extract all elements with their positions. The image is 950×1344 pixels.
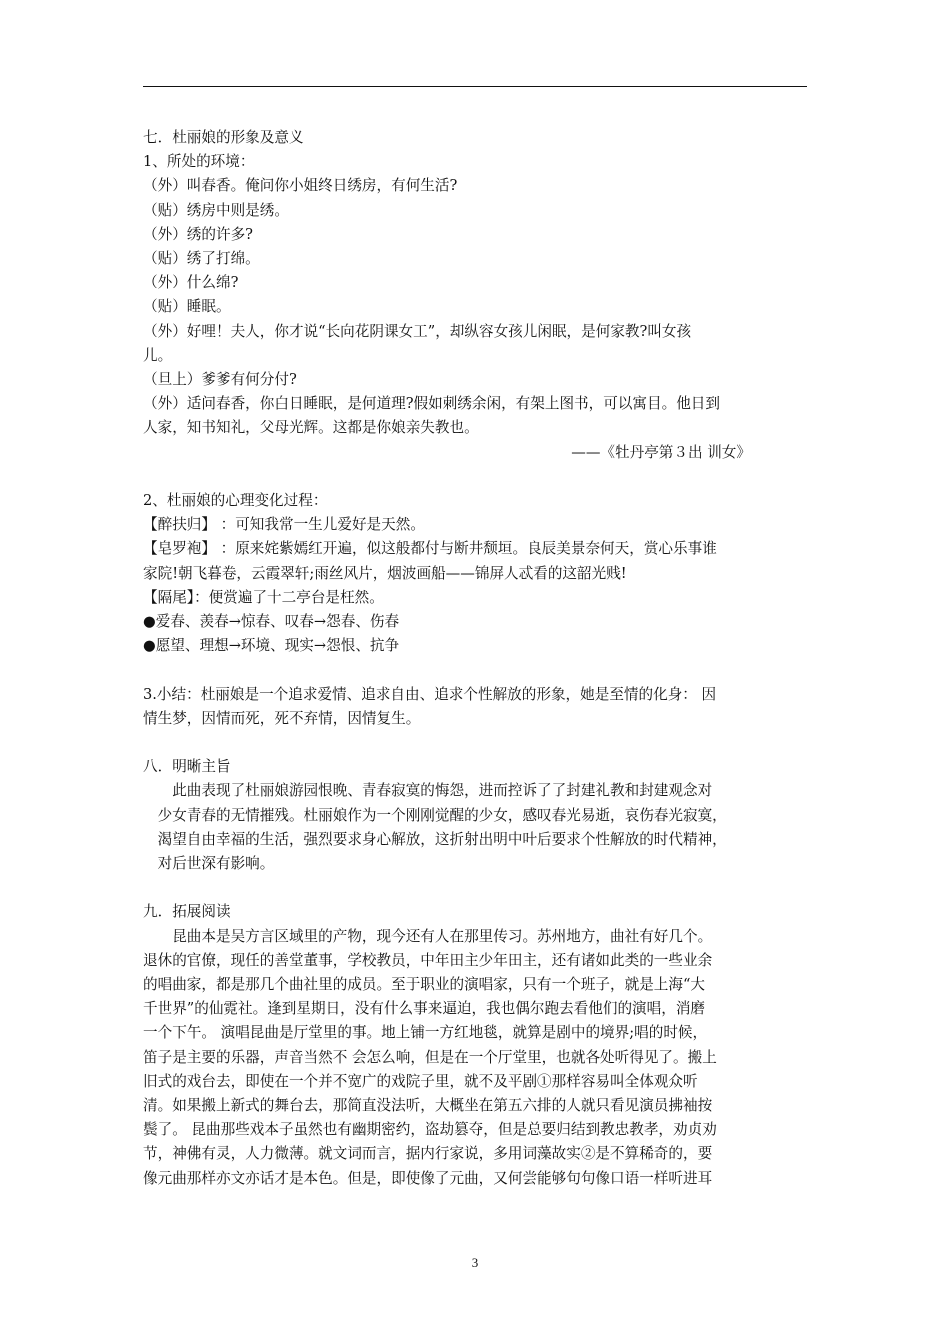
- bullet-item: ●爱春、羡春→惊春、叹春→怨春、伤春: [143, 613, 400, 631]
- aria-line: 【隔尾】：便赏遍了十二亭台是枉然。: [143, 588, 384, 606]
- reading-paragraph-line: 节，神佛有灵，人力微薄。就文词而言，据内行家说，多用词藻故实②是不算稀奇的，要: [143, 1145, 713, 1163]
- theme-paragraph-line: 此曲表现了杜丽娘游园恨晚、青春寂寞的悔怨，进而控诉了了封建礼教和封建观念对: [143, 782, 713, 800]
- dialogue-line: （外）适问春香，你白日睡眠，是何道理?假如刺绣余闲，有架上图书，可以寓目。他日到: [143, 395, 720, 413]
- dialogue-line: （外）什么绵?: [143, 274, 239, 292]
- dialogue-line: （外）绣的许多?: [143, 225, 253, 243]
- section-heading-7: 七．杜丽娘的形象及意义: [143, 129, 304, 146]
- reading-paragraph-line: 旧式的戏台去，即使在一个并不宽广的戏院子里，就不及平剧①那样容易叫全体观众听: [143, 1072, 698, 1090]
- blank-line: [143, 731, 809, 755]
- dialogue-line: （贴）绣了打绵。: [143, 250, 260, 268]
- reading-paragraph-line: 的唱曲家，都是那几个曲社里的成员。至于职业的演唱家，只有一个班子，就是上海“大: [143, 976, 706, 994]
- summary-line-cont: 情生梦，因情而死，死不弃情，因情复生。: [143, 709, 421, 727]
- bullet-item: ●愿望、理想→环境、现实→怨恨、抗争: [143, 637, 400, 655]
- dialogue-line: （外）好哩！夫人，你才说“长向花阴课女工”，却纵容女孩儿闲眠，是何家教?叫女孩: [143, 322, 692, 340]
- dialogue-line-cont: 儿。: [143, 346, 173, 364]
- section-heading-9: 九．拓展阅读: [143, 903, 231, 921]
- subheading-environment: 1、所处的环境：: [143, 153, 255, 171]
- theme-paragraph-line: 少女青春的无情摧残。杜丽娘作为一个刚刚觉醒的少女，感叹春光易逝，哀伤春光寂寞，: [143, 806, 727, 824]
- aria-line: 【醉扶归】 ：可知我常一生儿爱好是天然。: [143, 516, 425, 534]
- summary-line: 3.小结：杜丽娘是一个追求爱情、追求自由、追求个性解放的形象，她是至情的化身： 因: [143, 685, 717, 703]
- aria-line: 【皂罗袍】 ：原来姹紫嫣红开遍，似这般都付与断井颓垣。良辰美景奈何天，赏心乐事谁: [143, 540, 717, 558]
- theme-paragraph-line: 渴望自由幸福的生活，强烈要求身心解放，这折射出明中叶后要求个性解放的时代精神，: [143, 830, 727, 848]
- header-rule: [143, 86, 807, 87]
- blank-line: [143, 465, 809, 489]
- subheading-psychology: 2、杜丽娘的心理变化过程：: [143, 492, 328, 510]
- page-number: 3: [471, 1255, 479, 1270]
- dialogue-line: （贴）睡眠。: [143, 298, 231, 316]
- dialogue-line: （贴）绣房中则是绣。: [143, 201, 289, 219]
- reading-paragraph-line: 像元曲那样亦文亦话才是本色。但是，即使像了元曲，又何尝能够句句像口语一样听进耳: [143, 1169, 713, 1187]
- reading-paragraph-line: 清。如果搬上新式的舞台去，那简直没法听，大概坐在第五六排的人就只看见演员拂袖按: [143, 1097, 713, 1115]
- reading-paragraph-line: 鬓了。 昆曲那些戏本子虽然也有幽期密约，盗劫篡夺，但是总要归结到教忠教孝，劝贞劝: [143, 1121, 717, 1139]
- blank-line: [143, 658, 809, 682]
- theme-paragraph-line: 对后世深有影响。: [143, 855, 275, 873]
- reading-paragraph-line: 笛子是主要的乐器，声音当然不 会怎么响，但是在一个厅堂里，也就各处听得见了。搬上: [143, 1048, 717, 1066]
- dialogue-line: （外）叫春香。俺问你小姐终日绣房，有何生活?: [143, 177, 458, 195]
- document-body: [143, 126, 809, 1191]
- reading-paragraph-line: 退休的官僚，现任的善堂董事，学校教员，中年田主少年田主，还有诸如此类的一些业余: [143, 951, 713, 969]
- citation: ——《牡丹亭第３出 训女》: [571, 443, 751, 461]
- reading-paragraph-line: 昆曲本是吴方言区域里的产物，现今还有人在那里传习。苏州地方，曲社有好几个。: [143, 927, 713, 945]
- dialogue-line-cont: 人家，知书知礼，父母光辉。这都是你娘亲失教也。: [143, 419, 479, 437]
- aria-line-cont: 家院!朝飞暮卷，云霞翠轩;雨丝风片，烟波画船——锦屏人忒看的这韶光贱!: [143, 564, 627, 582]
- blank-line: [143, 876, 809, 900]
- reading-paragraph-line: 一个下午。 演唱昆曲是厅堂里的事。地上铺一方红地毯，就算是剧中的境界;唱的时候，: [143, 1024, 708, 1042]
- dialogue-line: （旦上）爹爹有何分付?: [143, 371, 297, 389]
- reading-paragraph-line: 千世界”的仙霓社。逢到星期日，没有什么事来逼迫，我也偶尔跑去看他们的演唱，消磨: [143, 1000, 706, 1018]
- section-heading-8: 八．明晰主旨: [143, 758, 231, 776]
